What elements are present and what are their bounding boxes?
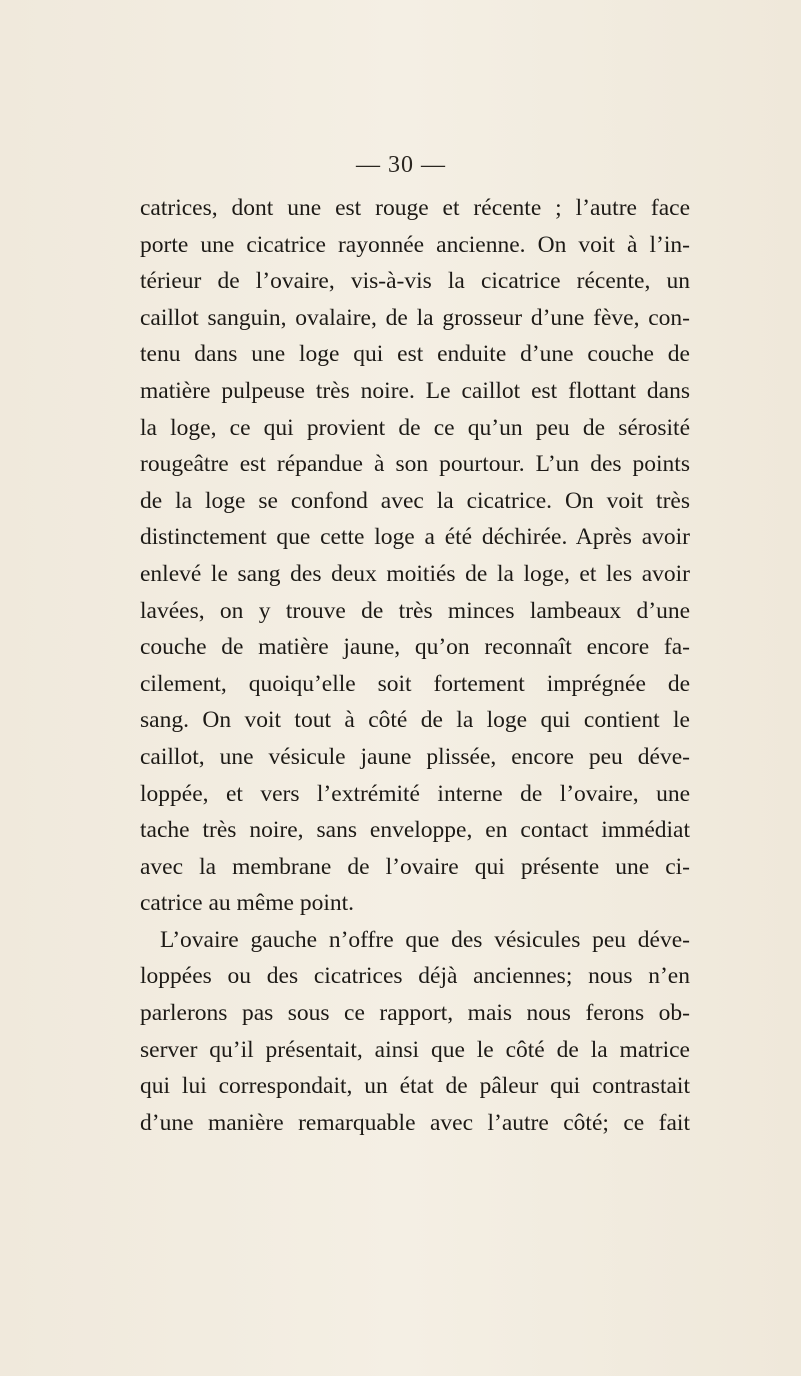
text-line: enlevé le sang des deux moitiés de la loge, et les avoir	[140, 560, 690, 587]
body-text	[140, 190, 690, 1141]
text-line: térieur de l’ovaire, vis-à-vis la cicatrice récente, un	[140, 268, 690, 295]
text-line: qui lui correspondait, un état de pâleur qui contrastait	[140, 1073, 690, 1100]
text-line: tenu dans une loge qui est enduite d’une couche de	[140, 341, 690, 368]
text-line: porte une cicatrice rayonnée ancienne. On voit à l’in-	[140, 231, 690, 258]
text-line: cilement, quoiqu’elle soit fortement imprégnée de	[140, 670, 690, 697]
text-line: loppée, et vers l’extrémité interne de l’ovaire, une	[140, 780, 690, 807]
text-line: d’une manière remarquable avec l’autre côté; ce fait	[140, 1109, 690, 1136]
text-line: parlerons pas sous ce rapport, mais nous ferons ob-	[140, 1000, 690, 1027]
text-line: loppées ou des cicatrices déjà anciennes; nous n’en	[140, 963, 690, 990]
text-line: matière pulpeuse très noire. Le caillot est flottant dans	[140, 377, 690, 404]
text-line: de la loge se confond avec la cicatrice. On voit très	[140, 487, 690, 514]
text-line: couche de matière jaune, qu’on reconnaît encore fa-	[140, 634, 690, 661]
text-line: caillot, une vésicule jaune plissée, encore peu déve-	[140, 743, 690, 770]
text-line: tache très noire, sans enveloppe, en contact immédiat	[140, 817, 690, 844]
page-number: — 30 —	[356, 152, 446, 178]
text-line: sang. On voit tout à côté de la loge qui contient le	[140, 707, 690, 734]
text-line: distinctement que cette loge a été déchirée. Après avoir	[140, 524, 690, 551]
text-line: server qu’il présentait, ainsi que le côté de la matrice	[140, 1036, 690, 1063]
text-line: avec la membrane de l’ovaire qui présente une ci-	[140, 853, 690, 880]
text-line: catrice au même point.	[140, 890, 355, 917]
text-line: L’ovaire gauche n’offre que des vésicules peu déve-	[160, 926, 690, 953]
text-line: catrices, dont une est rouge et récente ; l’autre face	[140, 195, 690, 221]
text-line: la loge, ce qui provient de ce qu’un peu de sérosité	[140, 414, 690, 441]
text-line: rougeâtre est répandue à son pourtour. L’un des points	[140, 451, 690, 478]
text-line: caillot sanguin, ovalaire, de la grosseur d’une fève, con-	[140, 304, 690, 331]
text-line: lavées, on y trouve de très minces lambeaux d’une	[140, 597, 690, 624]
